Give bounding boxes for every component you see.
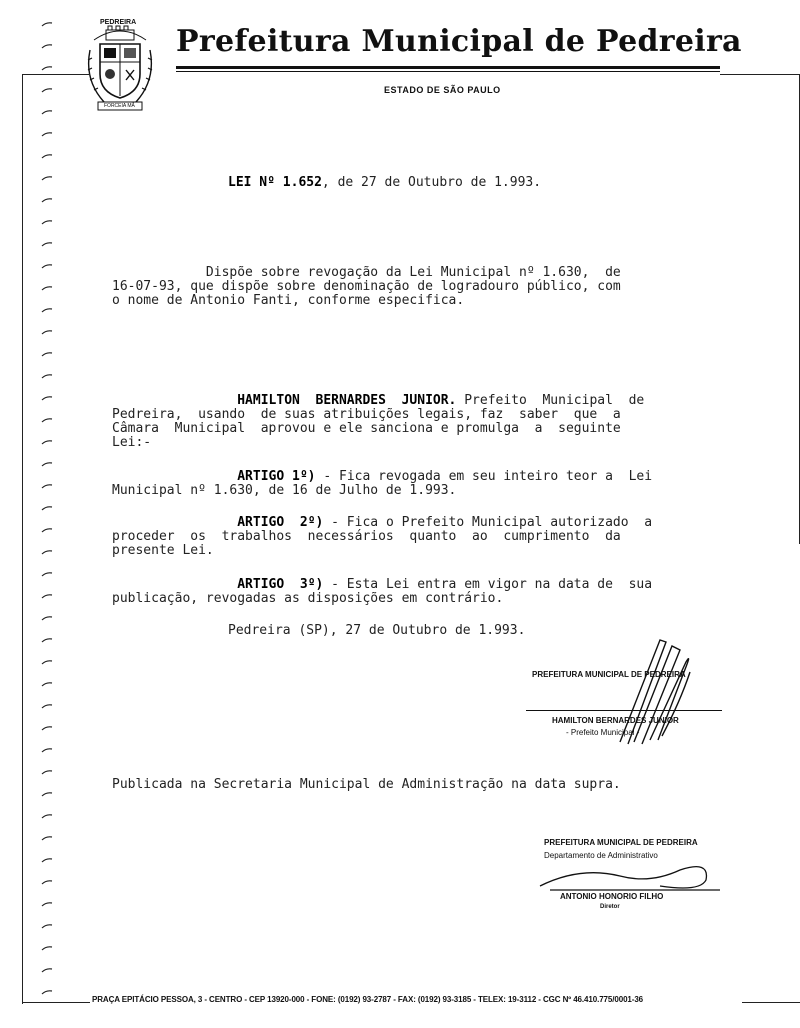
margin-tick [42, 595, 52, 598]
stamp-department: Departamento de Administrativo [544, 851, 658, 860]
frame-line [22, 74, 23, 1004]
article-label: ARTIGO 1º) [237, 469, 316, 484]
margin-tick [42, 221, 52, 224]
article-line: presente Lei. [112, 543, 214, 558]
margin-tick [42, 639, 52, 642]
margin-tick [42, 419, 52, 422]
stamp-org: PREFEITURA MUNICIPAL DE PEDREIRA [544, 838, 698, 847]
margin-tick [42, 529, 52, 532]
margin-tick [42, 331, 52, 334]
margin-tick [42, 89, 52, 92]
summary-line: 16-07-93, que dispõe sobre denominação de logradouro público, com [112, 279, 621, 294]
margin-tick [42, 925, 52, 928]
margin-tick [42, 507, 52, 510]
margin-tick [42, 265, 52, 268]
margin-tick [42, 353, 52, 356]
stamp-role: Diretor [600, 904, 620, 910]
footer-rule [742, 1002, 800, 1003]
margin-tick [42, 199, 52, 202]
article-1 [112, 470, 652, 498]
article-3 [112, 578, 652, 606]
footer-address: PRAÇA EPITÁCIO PESSOA, 3 - CENTRO - CEP 13920-000 - FONE: (0192) 93-2787 - FAX: (0192) 93-3185 - TELEX: 19-3112 - CGC Nº 46.410.775/0001-36 [92, 995, 644, 1004]
margin-tick [42, 441, 52, 444]
preamble-line: Lei:- [112, 435, 152, 450]
margin-tick [42, 793, 52, 796]
law-date: , de 27 de Outubro de 1.993. [321, 175, 542, 190]
article-line: Municipal nº 1.630, de 16 de Julho de 1.993. [112, 483, 457, 498]
preamble-line: Câmara Municipal aprovou e ele sanciona e promulga a seguinte [112, 421, 621, 436]
margin-tick [42, 683, 52, 686]
frame-line [720, 74, 800, 75]
coat-of-arms-icon [84, 20, 156, 116]
margin-tick [42, 485, 52, 488]
article-label: ARTIGO 3º) [237, 577, 324, 592]
preamble-line: Pedreira, usando de suas atribuições legais, faz saber que a [112, 407, 621, 422]
preamble-line: Prefeito Municipal de [456, 393, 645, 408]
publication-note: Publicada na Secretaria Municipal de Administração na data supra. [112, 777, 621, 792]
law-summary [112, 266, 621, 308]
crest-bottom-label: FORCEIA MÃ [104, 103, 135, 109]
crest-top-label: PEDREIRA [100, 19, 137, 26]
margin-tick [42, 947, 52, 950]
margin-tick [42, 67, 52, 70]
margin-tick [42, 309, 52, 312]
footer-rule [22, 1002, 90, 1003]
article-line: - Fica o Prefeito Municipal autorizado a [323, 515, 653, 530]
margin-tick [42, 815, 52, 818]
margin-tick [42, 617, 52, 620]
margin-tick [42, 155, 52, 158]
summary-line: Dispõe sobre revogação da Lei Municipal nº 1.630, de [112, 265, 621, 280]
margin-tick [42, 903, 52, 906]
mayor-name: HAMILTON BERNARDES JUNIOR. [237, 393, 457, 408]
margin-tick [42, 969, 52, 972]
header-rule [176, 66, 720, 69]
page-title: Prefeitura Municipal de Pedreira [176, 24, 742, 59]
margin-tick [42, 573, 52, 576]
margin-tick [42, 463, 52, 466]
closing-date: Pedreira (SP), 27 de Outubro de 1.993. [228, 623, 526, 638]
signature-scribble [520, 856, 730, 896]
margin-tick [42, 551, 52, 554]
margin-tick [42, 177, 52, 180]
article-line: publicação, revogadas as disposições em contrário. [112, 591, 504, 606]
margin-tick [42, 749, 52, 752]
signature-line [526, 710, 722, 711]
signature-role: - Prefeito Municipal - [566, 728, 640, 737]
margin-tick [42, 287, 52, 290]
margin-tick [42, 111, 52, 114]
margin-tick [42, 705, 52, 708]
margin-tick [42, 397, 52, 400]
article-line: - Fica revogada em seu inteiro teor a Lei [315, 469, 653, 484]
margin-tick [42, 375, 52, 378]
summary-line: o nome de Antonio Fanti, conforme especifica. [112, 293, 465, 308]
header-rule-thin [176, 71, 720, 72]
margin-tick [42, 133, 52, 136]
margin-tick [42, 881, 52, 884]
frame-line [22, 74, 90, 75]
margin-tick [42, 661, 52, 664]
margin-tick [42, 45, 52, 48]
signature-name: HAMILTON BERNARDES JUNIOR [552, 716, 679, 725]
article-line: proceder os trabalhos necessários quanto ao cumprimento da [112, 529, 621, 544]
stamp-name: ANTONIO HONORIO FILHO [560, 892, 664, 901]
margin-tick [42, 243, 52, 246]
margin-marks [40, 12, 60, 1012]
article-line: - Esta Lei entra em vigor na data de sua [323, 577, 653, 592]
margin-tick [42, 991, 52, 994]
margin-tick [42, 859, 52, 862]
page-subtitle: ESTADO DE SÃO PAULO [384, 85, 501, 95]
margin-tick [42, 771, 52, 774]
law-number: LEI Nº 1.652 [228, 175, 322, 190]
margin-tick [42, 23, 52, 26]
preamble [112, 394, 644, 450]
margin-tick [42, 837, 52, 840]
article-2 [112, 516, 652, 558]
margin-tick [42, 727, 52, 730]
article-label: ARTIGO 2º) [237, 515, 324, 530]
law-heading [228, 176, 541, 190]
signature-org: PREFEITURA MUNICIPAL DE PEDREIRA [532, 670, 686, 679]
